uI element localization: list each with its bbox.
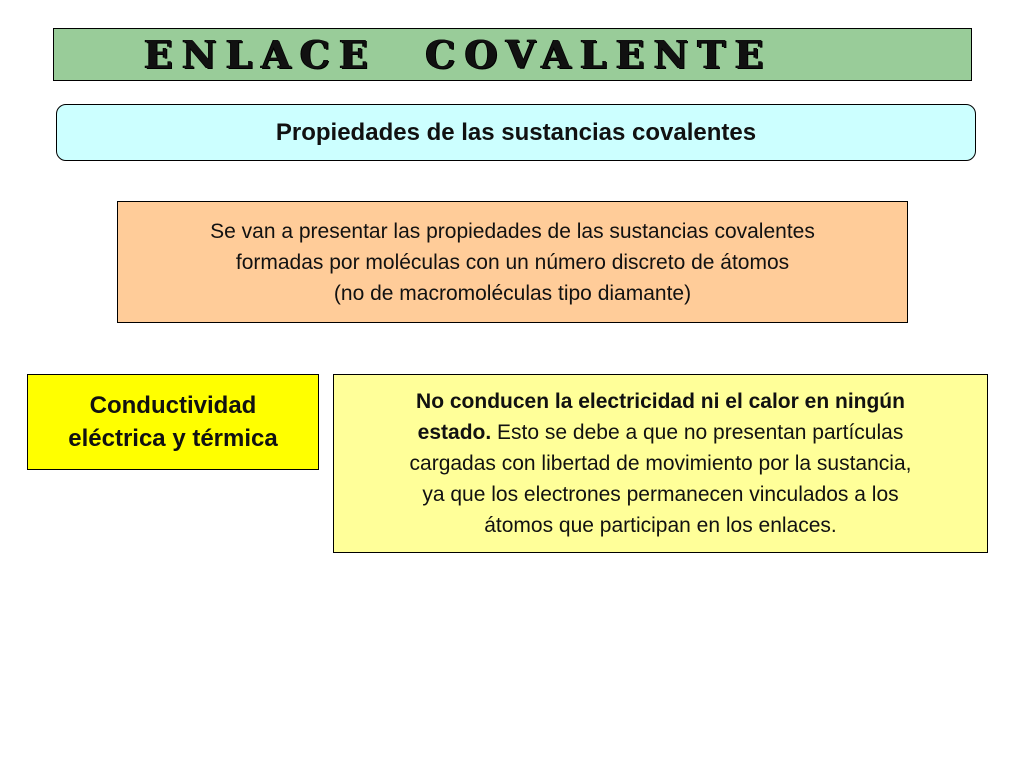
slide-title: ENLACE COVALENTE xyxy=(144,32,773,77)
description-bold-fragment: estado. xyxy=(417,421,492,444)
intro-line: (no de macromoléculas tipo diamante) xyxy=(333,281,692,305)
property-label-line: eléctrica y térmica xyxy=(68,425,278,452)
title-banner xyxy=(53,28,972,81)
intro-line: Se van a presentar las propiedades de las sustancias covalentes xyxy=(210,219,815,243)
description-fragment: Esto se debe a que no presentan partículas xyxy=(491,421,904,444)
intro-line: formadas por moléculas con un número discreto de átomos xyxy=(235,250,790,274)
description-line: ya que los electrones permanecen vinculados a los xyxy=(422,483,899,506)
property-description-box xyxy=(333,374,988,553)
description-line: cargadas con libertad de movimiento por la sustancia, xyxy=(409,452,912,475)
description-line xyxy=(418,417,904,448)
slide-subtitle: Propiedades de las sustancias covalentes xyxy=(275,118,757,146)
property-label-box xyxy=(27,374,319,470)
property-label-line: Conductividad xyxy=(89,392,257,419)
subtitle-banner xyxy=(56,104,976,161)
intro-text-box xyxy=(117,201,908,323)
description-line: átomos que participan en los enlaces. xyxy=(484,514,837,537)
description-line: No conducen la electricidad ni el calor en ningún xyxy=(416,390,905,413)
